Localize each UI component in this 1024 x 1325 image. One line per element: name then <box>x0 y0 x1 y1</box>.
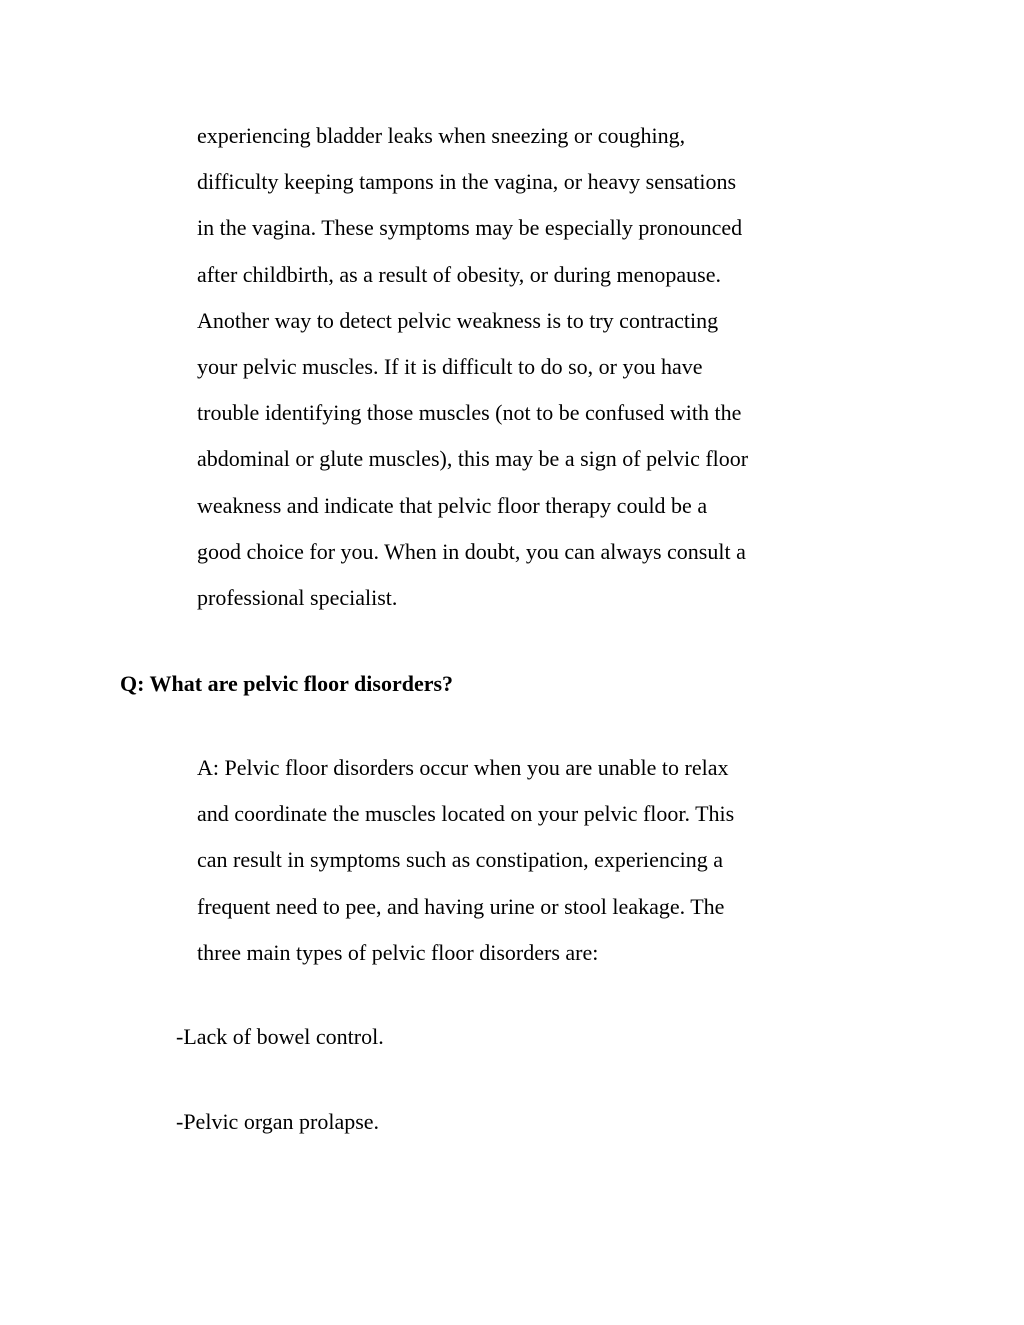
text-line: professional specialist. <box>197 584 398 610</box>
text-line: A: Pelvic floor disorders occur when you are unable to relax <box>197 755 729 780</box>
text-line: good choice for you. When in doubt, you can always consult a <box>197 538 746 564</box>
text-line: weakness and indicate that pelvic floor therapy could be a <box>197 492 708 518</box>
list-item: -Lack of bowel control. <box>176 1024 384 1049</box>
text-line: and coordinate the muscles located on your pelvic floor. This <box>197 801 735 827</box>
list-item: -Pelvic organ prolapse. <box>176 1109 380 1134</box>
text-line: frequent need to pee, and having urine or stool leakage. The <box>197 893 725 919</box>
text-line: Another way to detect pelvic weakness is to try contracting <box>197 307 719 333</box>
text-line: three main types of pelvic floor disorders are: <box>197 939 599 965</box>
answer-paragraph <box>197 745 857 976</box>
text-line: trouble identifying those muscles (not to be confused with the <box>197 400 742 426</box>
text-line: after childbirth, as a result of obesity, or during menopause. <box>197 261 721 287</box>
text-line: abdominal or glute muscles), this may be a sign of pelvic floor <box>197 446 749 472</box>
text-line: difficulty keeping tampons in the vagina, or heavy sensations <box>197 169 737 195</box>
question-heading: Q: What are pelvic floor disorders? <box>120 671 454 696</box>
text-line: can result in symptoms such as constipation, experiencing a <box>197 847 724 873</box>
answer-paragraph-continued <box>197 113 857 621</box>
text-line: your pelvic muscles. If it is difficult to do so, or you have <box>197 353 703 379</box>
text-line: experiencing bladder leaks when sneezing or coughing, <box>197 123 686 148</box>
text-line: in the vagina. These symptoms may be especially pronounced <box>197 215 743 241</box>
